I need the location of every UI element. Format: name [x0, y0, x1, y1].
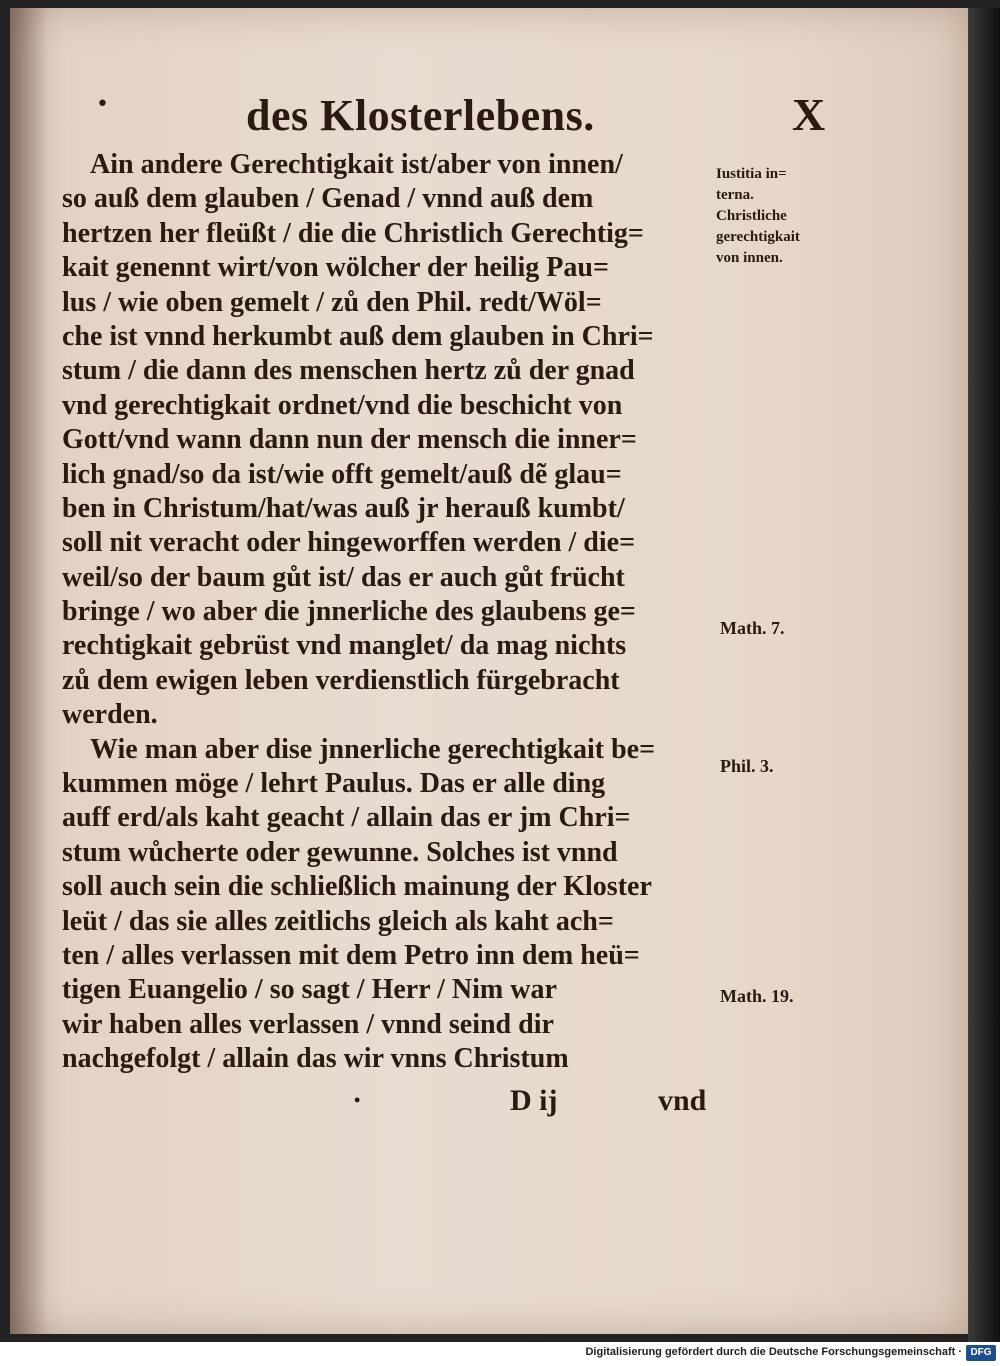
text-line: leüt / das sie alles zeitlichs gleich als kaht ach= — [62, 905, 614, 937]
text-line: zů dem ewigen leben verdienstlich fürgebracht — [62, 664, 620, 696]
text-line: ten / alles verlassen mit dem Petro inn dem heü= — [62, 939, 640, 971]
text-line: hertzen her fleüßt / die die Christlich Gerechtig= — [62, 217, 644, 249]
text-line: Gott/vnd wann dann nun der mensch die inner= — [62, 424, 637, 456]
marginal-note-line: von innen. — [716, 250, 783, 266]
text-line: vnd gerechtigkait ordnet/vnd die beschicht von — [62, 389, 623, 421]
text-line: soll nit veracht oder hingeworffen werden / die= — [62, 527, 636, 559]
dfg-logo: DFG — [966, 1345, 996, 1361]
text-line: werden. — [62, 699, 158, 731]
text-line: bringe / wo aber die jnnerliche des glaubens ge= — [62, 596, 636, 628]
catchword-dot: • — [354, 1090, 361, 1110]
spine-shadow — [10, 8, 48, 1334]
signature-mark: D ij — [510, 1084, 558, 1117]
text-line: auff erd/als kaht geacht / allain das er jm Chri= — [62, 802, 631, 834]
text-line: rechtigkait gebrüst vnd manglet/ da mag nichts — [62, 630, 627, 662]
text-line: so auß dem glauben / Genad / vnnd auß dem — [62, 183, 594, 215]
text-line: wir haben alles verlassen / vnnd seind dir — [62, 1008, 554, 1040]
text-line: soll auch sein die schließlich mainung der Kloster — [62, 871, 652, 903]
page-edge — [968, 8, 1000, 1342]
marginal-note-line: gerechtigkait — [716, 229, 800, 245]
text-line: stum wůcherte oder gewunne. Solches ist vnnd — [62, 836, 618, 868]
text-line: Wie man aber dise jnnerliche gerechtigkait be= — [90, 733, 656, 765]
text-line: che ist vnnd herkumbt auß dem glauben in Chri= — [62, 320, 654, 352]
catchword: vnd — [658, 1084, 707, 1117]
marginal-note-phil-3: Phil. 3. — [720, 756, 774, 776]
body-text — [62, 148, 722, 1077]
text-line: lich gnad/so da ist/wie offt gemelt/auß dẽ glau= — [62, 458, 622, 490]
text-line: lus / wie oben gemelt / zů den Phil. redt/Wöl= — [62, 286, 602, 318]
marginal-note-math-7: Math. 7. — [720, 618, 785, 638]
text-line: kait genennt wirt/von wölcher der heilig Pau= — [62, 252, 609, 284]
catchword-line — [62, 1084, 722, 1124]
marginal-note-iustitia — [716, 164, 800, 269]
text-line: Ain andere Gerechtigkait ist/aber von innen/ — [90, 149, 623, 180]
marginal-note-line: Christliche — [716, 208, 787, 224]
header-ornament: • — [96, 92, 109, 117]
marginal-note-line: terna. — [716, 187, 754, 203]
text-line: weil/so der baum gůt ist/ das er auch gůt frücht — [62, 561, 625, 593]
text-line: ben in Christum/hat/was auß jr herauß kumbt/ — [62, 492, 625, 524]
text-line: kummen möge / lehrt Paulus. Das er alle ding — [62, 768, 606, 800]
text-line: stum / die dann des menschen hertz zů der gnad — [62, 355, 635, 387]
marginal-note-math-19: Math. 19. — [720, 986, 794, 1006]
running-title: des Klosterlebens. — [246, 91, 595, 140]
text-line: tigen Euangelio / so sagt / Herr / Nim war — [62, 974, 557, 1006]
text-line: nachgefolgt / allain das wir vnns Christum — [62, 1043, 569, 1075]
folio-number: X — [792, 89, 826, 140]
marginal-note-line: Iustitia in= — [716, 166, 787, 182]
funding-credit: Digitalisierung gefördert durch die Deutsche Forschungsgemeinschaft · — [585, 1346, 962, 1358]
